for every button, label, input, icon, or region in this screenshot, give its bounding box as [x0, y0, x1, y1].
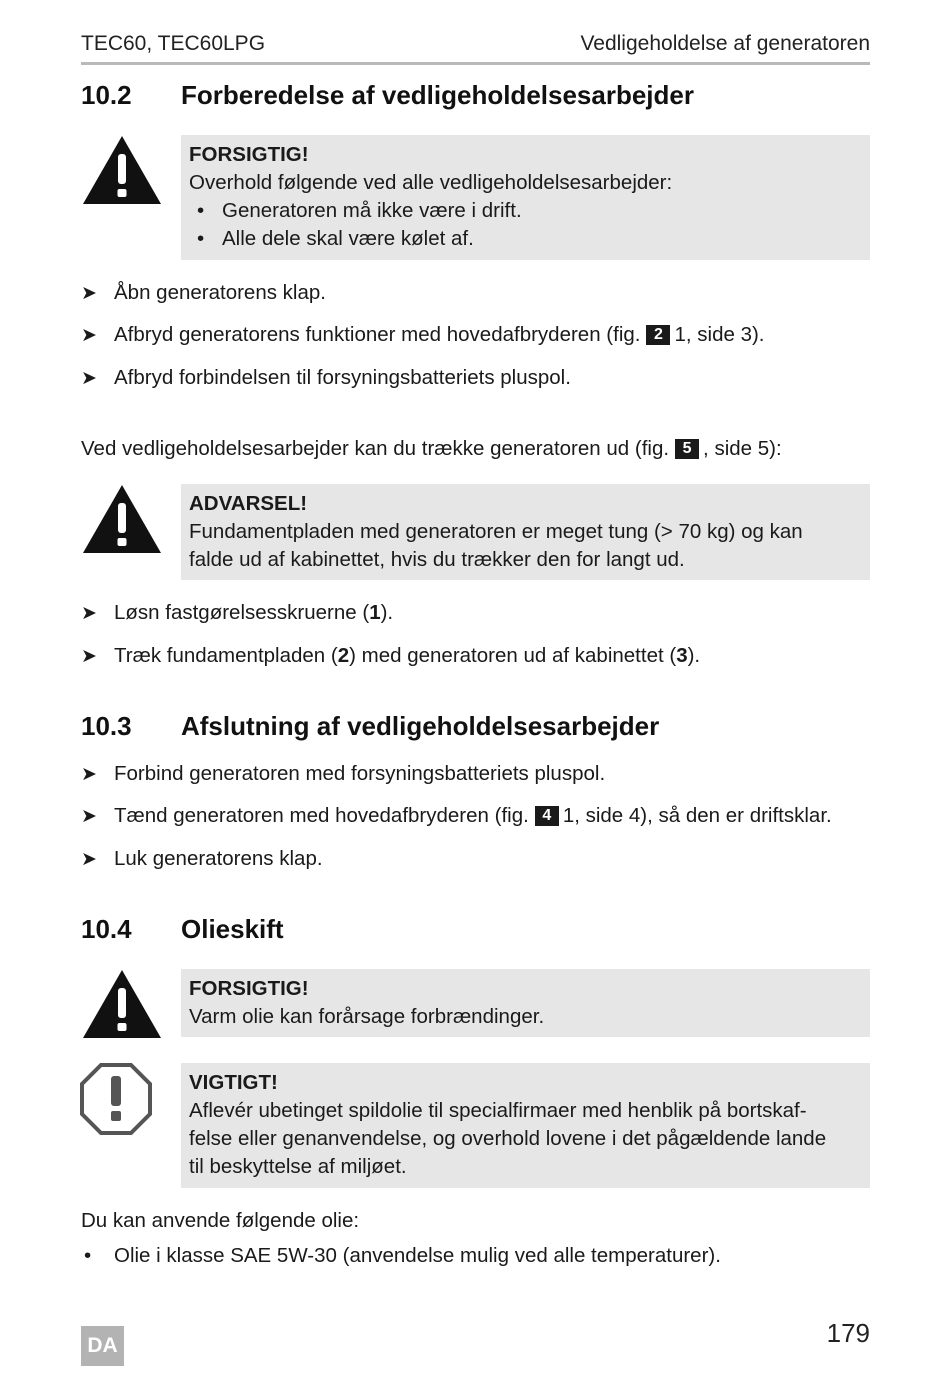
caution-text: Varm olie kan forårsage forbrændinger. — [189, 1005, 545, 1028]
part-number: 2 — [337, 644, 350, 667]
step-text: Afbryd generatorens funktioner med hovedafbryderen (fig. — [114, 323, 641, 346]
figure-ref-badge: 2 — [646, 325, 670, 345]
page-header — [81, 30, 870, 65]
step-text: Træk fundamentpladen ( — [114, 644, 338, 667]
warning-triangle-icon — [81, 134, 163, 206]
caution-item: • Generatoren må ikke være i drift. — [189, 197, 862, 225]
step-text: Forbind generatoren med forsyningsbatteriets pluspol. — [114, 762, 606, 785]
step-text: Luk generatorens klap. — [114, 847, 323, 870]
warning-text: falde ud af kabinettet, hvis du trækker den for langt ud. — [189, 548, 685, 571]
arrow-icon: ➤ — [81, 806, 97, 827]
warning-text: Fundamentpladen med generatoren er meget tung (> 70 kg) og kan — [189, 520, 803, 543]
step-text: Afbryd forbindelsen til forsyningsbatteriets pluspol. — [114, 366, 571, 389]
list-item — [81, 1243, 721, 1269]
step-item — [81, 280, 326, 307]
arrow-icon: ➤ — [81, 283, 97, 304]
step-text: ). — [687, 644, 701, 667]
figure-ref-badge: 5 — [675, 439, 699, 459]
notice-text: til beskyttelse af miljøet. — [189, 1155, 407, 1178]
page-number: 179 — [826, 1318, 870, 1348]
intro-text: , side 5): — [703, 437, 782, 460]
section-title: Olieskift — [181, 914, 284, 944]
step-text: Tænd generatoren med hovedafbryderen (fig. — [114, 804, 529, 827]
header-model: TEC60, TEC60LPG — [81, 32, 266, 55]
section-number: 10.4 — [81, 914, 132, 944]
step-item — [81, 761, 605, 788]
part-number: 1 — [369, 601, 381, 624]
section-title: Forberedelse af vedligeholdelsesarbejder — [181, 80, 694, 110]
section-number: 10.3 — [81, 711, 132, 741]
step-text: ). — [380, 601, 394, 624]
arrow-icon: ➤ — [81, 849, 97, 870]
notice-octagon-icon — [79, 1062, 153, 1136]
step-text: Åbn generatorens klap. — [114, 281, 326, 304]
oil-intro: Du kan anvende følgende olie: — [81, 1209, 360, 1232]
step-item — [81, 600, 393, 627]
step-item — [81, 643, 700, 670]
language-badge: DA — [81, 1326, 124, 1366]
arrow-icon: ➤ — [81, 325, 97, 346]
intro-paragraph — [81, 436, 782, 462]
section-title: Afslutning af vedligeholdelsesarbejder — [181, 711, 660, 741]
arrow-icon: ➤ — [81, 368, 97, 389]
step-text: Løsn fastgørelsesskruerne ( — [114, 601, 370, 624]
section-number: 10.2 — [81, 80, 132, 110]
caution-box — [181, 969, 870, 1037]
figure-ref-badge: 4 — [535, 806, 559, 826]
notice-title: VIGTIGT! — [189, 1071, 278, 1094]
arrow-icon: ➤ — [81, 646, 97, 667]
part-number: 3 — [676, 644, 688, 667]
warning-box — [181, 484, 870, 580]
step-item — [81, 322, 765, 349]
warning-triangle-icon — [81, 968, 163, 1040]
header-chapter: Vedligeholdelse af generatoren — [580, 32, 870, 55]
step-text: ) med generatoren ud af kabinettet ( — [349, 644, 677, 667]
caution-list — [189, 197, 862, 253]
warning-triangle-icon — [81, 483, 163, 555]
notice-text: Aflevér ubetinget spildolie til specialfirmaer med henblik på bortskaf- — [189, 1099, 807, 1122]
section-heading-10-3 — [81, 711, 659, 742]
caution-text: Overhold følgende ved alle vedligeholdelsesarbejder: — [189, 171, 673, 194]
arrow-icon: ➤ — [81, 603, 97, 624]
intro-text: Ved vedligeholdelsesarbejder kan du trække generatoren ud (fig. — [81, 437, 670, 460]
list-item-text: Olie i klasse SAE 5W-30 (anvendelse mulig ved alle temperaturer). — [114, 1244, 721, 1267]
section-heading-10-2 — [81, 80, 694, 111]
notice-box — [181, 1063, 870, 1188]
caution-title: FORSIGTIG! — [189, 977, 309, 1000]
step-text: 1, side 4), så den er driftsklar. — [562, 804, 832, 827]
bullet-icon: • — [84, 1244, 92, 1267]
section-heading-10-4 — [81, 914, 284, 945]
caution-item: • Alle dele skal være kølet af. — [189, 225, 862, 253]
step-text: 1, side 3). — [674, 323, 765, 346]
step-item — [81, 803, 832, 830]
caution-box — [181, 135, 870, 260]
step-item — [81, 846, 323, 873]
arrow-icon: ➤ — [81, 764, 97, 785]
notice-text: felse eller genanvendelse, og overhold lovene i det pågældende lande — [189, 1127, 827, 1150]
step-item — [81, 365, 571, 392]
caution-title: FORSIGTIG! — [189, 143, 309, 166]
warning-title: ADVARSEL! — [189, 492, 308, 515]
